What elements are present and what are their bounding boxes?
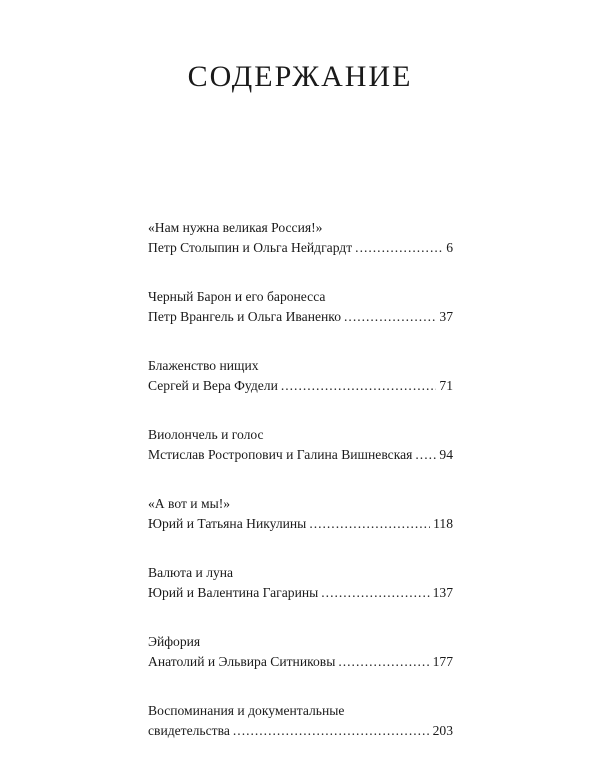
entry-page-number: 94 [439, 447, 453, 462]
toc-entry [148, 563, 453, 603]
entry-subtitle: Петр Врангель и Ольга Иваненко [148, 309, 342, 324]
entry-title: Эйфория [148, 634, 201, 649]
entry-title: Черный Барон и его баронесса [148, 289, 326, 304]
dot-leader [344, 307, 436, 327]
entry-page-number: 37 [439, 309, 453, 324]
entry-page-number: 137 [432, 585, 453, 600]
entry-page-number: 203 [432, 723, 453, 738]
dot-leader [309, 514, 430, 534]
entry-line [148, 583, 453, 603]
entry-line [148, 307, 453, 327]
entry-page-number: 177 [432, 654, 453, 669]
entry-title: «Нам нужна великая Россия!» [148, 220, 323, 235]
entry-line [148, 445, 453, 465]
entry-page-number: 71 [439, 378, 453, 393]
entry-title: «А вот и мы!» [148, 496, 231, 511]
toc-list [148, 218, 453, 770]
dot-leader [321, 583, 429, 603]
entry-subtitle: Мстислав Ростропович и Галина Вишневская [148, 447, 413, 462]
entry-subtitle: Сергей и Вера Фудели [148, 378, 278, 393]
entry-subtitle: Юрий и Татьяна Никулины [148, 516, 307, 531]
entry-line [148, 652, 453, 672]
entry-line [148, 376, 453, 396]
entry-subtitle: Анатолий и Эльвира Ситниковы [148, 654, 336, 669]
entry-line [148, 721, 453, 741]
dot-leader [281, 376, 437, 396]
toc-heading: СОДЕРЖАНИЕ [187, 60, 413, 93]
entry-subtitle: Юрий и Валентина Гагарины [148, 585, 319, 600]
toc-entry [148, 632, 453, 672]
toc-entry [148, 494, 453, 534]
dot-leader [415, 445, 436, 465]
entry-page-number: 118 [433, 516, 453, 531]
dot-leader [338, 652, 429, 672]
entry-title: Блаженство нищих [148, 358, 259, 373]
entry-subtitle: Петр Столыпин и Ольга Нейдгардт [148, 240, 353, 255]
dot-leader [355, 238, 443, 258]
dot-leader [233, 721, 430, 741]
toc-entry [148, 218, 453, 258]
entry-line [148, 514, 453, 534]
entry-page-number: 6 [446, 240, 453, 255]
toc-entry [148, 701, 453, 741]
toc-entry [148, 425, 453, 465]
toc-entry [148, 356, 453, 396]
entry-title: Валюта и луна [148, 565, 234, 580]
toc-entry [148, 287, 453, 327]
entry-title: Виолончель и голос [148, 427, 264, 442]
entry-line [148, 238, 453, 258]
entry-title: Воспоминания и документальные [148, 703, 345, 718]
entry-subtitle: свидетельства [148, 723, 230, 738]
